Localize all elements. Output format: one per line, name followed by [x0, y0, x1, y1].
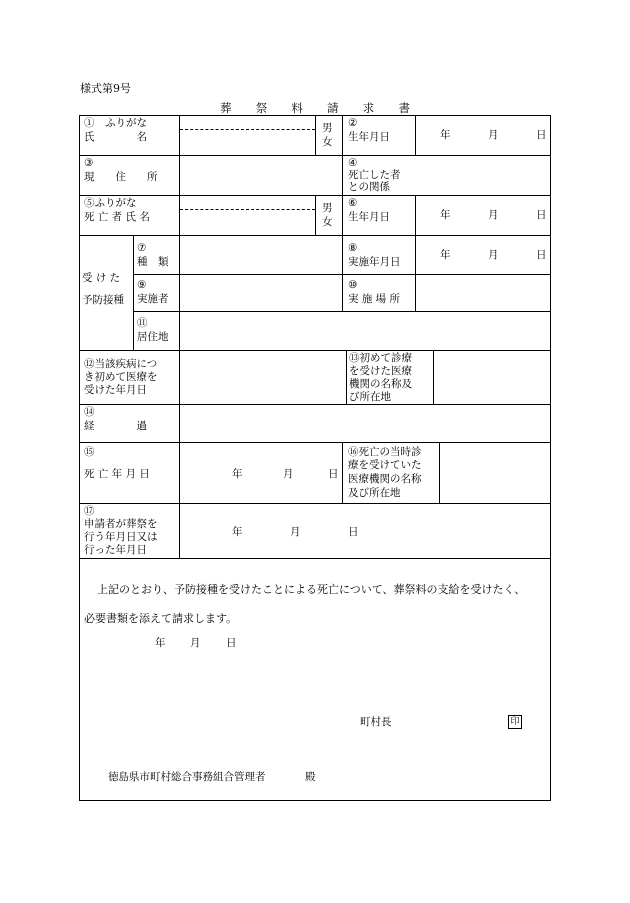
row-divider	[79, 442, 551, 443]
month-unit: 月	[190, 637, 201, 649]
sex-female: 女	[322, 136, 333, 148]
deceased-furigana-label: ⑤ふりがな	[84, 197, 137, 209]
death-institution-label: 及び所在地	[348, 487, 401, 499]
first-institution-label: ⑬初めて診療	[349, 352, 412, 364]
title-char: 書	[398, 101, 410, 115]
progress-label: 経 過	[84, 420, 147, 432]
row-divider	[133, 311, 551, 312]
month-unit: 月	[283, 468, 294, 480]
row-divider	[79, 503, 551, 504]
day-unit: 日	[348, 526, 359, 538]
year-unit: 年	[440, 249, 451, 261]
year-unit: 年	[232, 468, 243, 480]
title-char: 祭	[255, 101, 268, 115]
year-unit: 年	[155, 637, 166, 649]
exec-place-label: 実 施 場 所	[348, 293, 401, 305]
death-institution-label: ⑯死亡の当時診	[348, 446, 422, 458]
death-date-label: 死 亡 年 月 日	[84, 468, 150, 480]
column-divider	[342, 115, 343, 311]
relation-number: ④	[348, 157, 358, 169]
row-divider	[79, 350, 551, 351]
document-title	[220, 100, 410, 116]
dob-number: ②	[348, 117, 358, 129]
column-divider	[315, 195, 316, 235]
first-institution-label: を受けた医療	[349, 365, 412, 377]
column-divider	[315, 115, 316, 155]
death-institution-label: 療を受けていた	[348, 459, 422, 471]
row-divider	[79, 558, 551, 559]
first-treatment-label: き初めて医療を	[84, 371, 158, 383]
relation-label: 死亡した者	[348, 169, 401, 181]
sex-male: 男	[322, 122, 333, 134]
column-divider	[415, 274, 416, 311]
first-institution-label: び所在地	[349, 391, 391, 403]
column-divider	[433, 350, 434, 404]
furigana-label: ① ふりがな	[84, 117, 147, 129]
exec-date-label: 実施年月日	[348, 256, 401, 268]
year-unit: 年	[440, 209, 451, 221]
month-unit: 月	[488, 249, 499, 261]
address-number: ③	[84, 157, 94, 169]
applicant-label: 町村長	[360, 716, 392, 728]
administrator-label: 実施者	[137, 293, 169, 305]
funeral-date-label: 行う年月日又は	[84, 531, 158, 543]
seal-icon: 印	[508, 715, 522, 729]
column-divider	[133, 235, 134, 350]
dob-label: 生年月日	[348, 131, 390, 143]
year-unit: 年	[232, 526, 243, 538]
funeral-date-label: 申請者が葬祭を	[84, 518, 158, 530]
first-treatment-label: ⑫当該疾病につ	[84, 358, 158, 370]
relation-label: との関係	[348, 181, 390, 193]
form-number: 様式第9号	[80, 82, 131, 95]
month-unit: 月	[488, 209, 499, 221]
progress-number: ⑭	[84, 406, 95, 418]
day-unit: 日	[536, 249, 547, 261]
funeral-date-number: ⑰	[84, 505, 95, 517]
declaration-text: 上記のとおり、予防接種を受けたことによる死亡について、葬祭料の支給を受けたく、	[97, 583, 526, 596]
vaccination-group-label: 受 け た	[82, 272, 121, 284]
year-unit: 年	[440, 129, 451, 141]
column-divider	[415, 195, 416, 274]
residence-number: ⑪	[137, 317, 148, 329]
month-unit: 月	[290, 526, 301, 538]
day-unit: 日	[226, 637, 237, 649]
title-char: 求	[362, 101, 375, 115]
sex-male: 男	[322, 202, 333, 214]
column-divider	[342, 442, 343, 503]
declaration-text: 必要書類を添えて請求します。	[84, 612, 238, 625]
month-unit: 月	[488, 129, 499, 141]
row-divider	[79, 404, 551, 405]
first-institution-label: 機関の名称及	[349, 378, 412, 390]
title-char: 料	[291, 101, 303, 115]
title-char: 請	[327, 101, 339, 115]
furigana-line	[180, 209, 315, 210]
administrator-number: ⑨	[137, 279, 147, 291]
death-date-number: ⑮	[84, 446, 95, 458]
column-divider	[179, 235, 180, 558]
death-institution-label: 医療機関の名称	[348, 473, 422, 485]
residence-label: 居住地	[137, 331, 169, 343]
address-label: 現 住 所	[84, 171, 158, 183]
row-divider	[79, 155, 551, 156]
deceased-name-label: 死 亡 者 氏 名	[84, 211, 150, 223]
first-treatment-label: 受けた年月日	[84, 384, 147, 396]
column-divider	[346, 350, 347, 404]
day-unit: 日	[536, 209, 547, 221]
type-number: ⑦	[137, 242, 147, 254]
funeral-date-label: 行った年月日	[84, 544, 147, 556]
vaccination-group-label: 予防接種	[82, 294, 124, 306]
row-divider	[79, 235, 551, 236]
furigana-line	[180, 129, 315, 130]
sex-female: 女	[322, 216, 333, 228]
exec-date-number: ⑧	[348, 242, 358, 254]
addressee: 徳島県市町村総合事務組合管理者	[108, 771, 266, 783]
day-unit: 日	[328, 468, 339, 480]
day-unit: 日	[536, 129, 547, 141]
honorific: 殿	[305, 771, 316, 783]
exec-place-number: ⑩	[348, 279, 358, 291]
dob-number: ⑥	[348, 197, 358, 209]
column-divider	[439, 442, 440, 503]
name-label: 氏 名	[84, 131, 147, 143]
title-char: 葬	[220, 101, 232, 115]
column-divider	[179, 115, 180, 235]
dob-label: 生年月日	[348, 211, 390, 223]
type-label: 種 類	[137, 256, 169, 268]
column-divider	[415, 115, 416, 155]
